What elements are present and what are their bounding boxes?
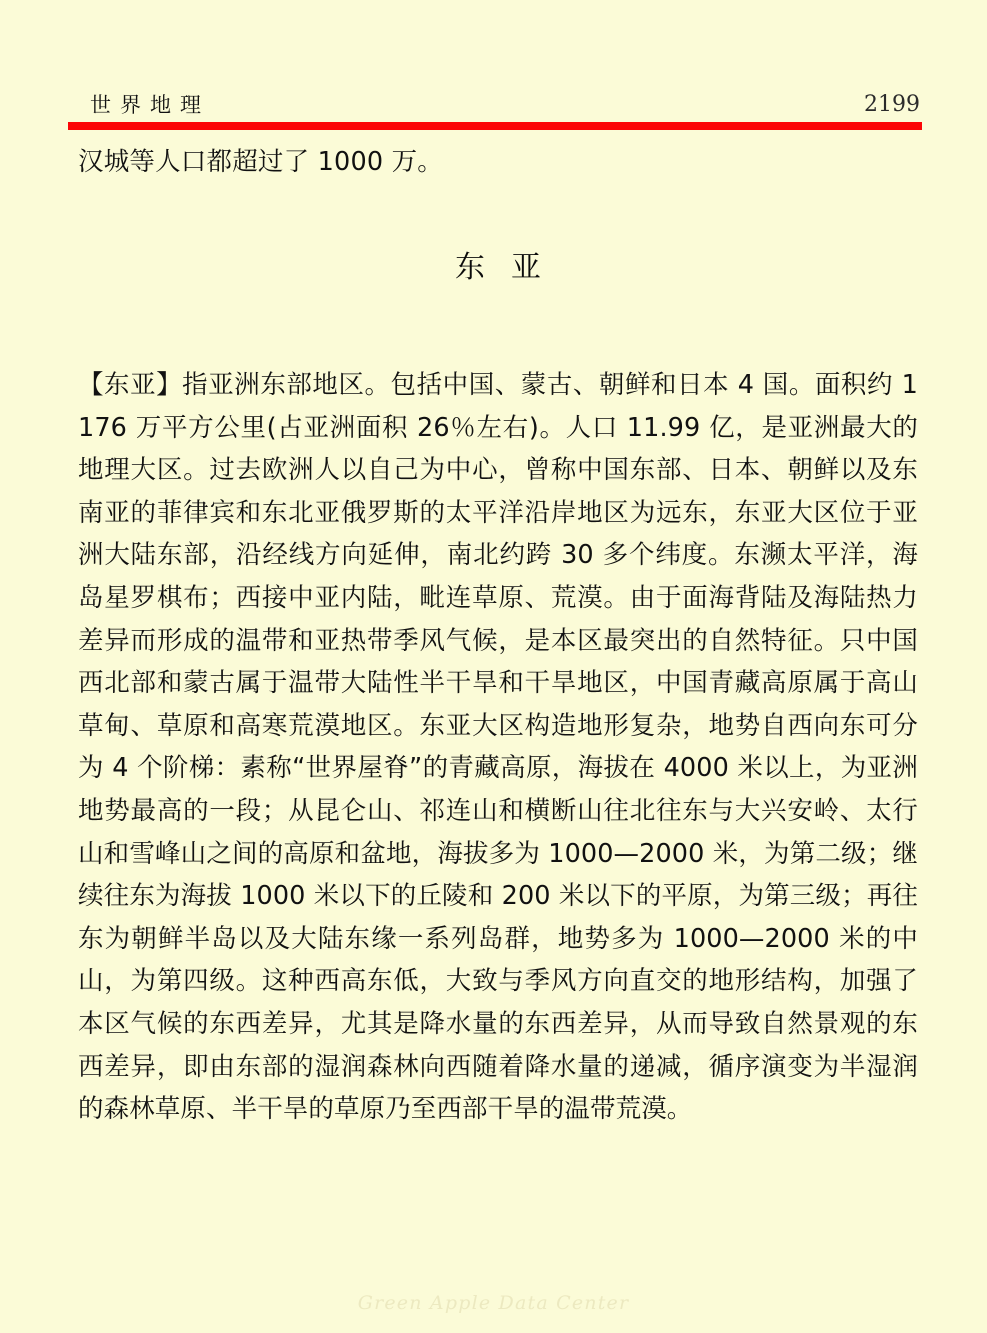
body-copy bbox=[78, 364, 918, 1131]
section-title: 东亚 bbox=[455, 250, 567, 285]
footer-watermark: Green Apple Data Center bbox=[357, 1292, 630, 1314]
header-divider-rule bbox=[68, 122, 922, 130]
page-number: 2199 bbox=[864, 92, 920, 117]
running-title: 世界地理 bbox=[90, 93, 210, 117]
continuation-line: 汉城等人口都超过了 1000 万。 bbox=[78, 147, 444, 177]
page-header bbox=[68, 78, 922, 124]
page-content bbox=[78, 140, 918, 1131]
article-paragraph: 【东亚】指亚洲东部地区。包括中国、蒙古、朝鲜和日本 4 国。面积约 1176 万平方公里(占亚洲面积 26％左右)。人口 11.99 亿，是亚洲最大的地理大区。过去欧洲人以自己为中心，曾称中国东部、日本、朝鲜以及东南亚的菲律宾和东北亚俄罗斯的太平洋沿岸地区为远东，东亚大区位于亚洲大陆东部，沿经线方向延伸，南北约跨 30 多个纬度。东濒太平洋，海岛星罗棋布；西接中亚内陆，毗连草原、荒漠。由于面海背陆及海陆热力差异而形成的温带和亚热带季风气候，是本区最突出的自然特征。只中国西北部和蒙古属于温带大陆性半干旱和干旱地区，中国青藏高原属于高山草甸、草原和高寒荒漠地区。东亚大区构造地形复杂，地势自西向东可分为 4 个阶梯：素称“世界屋脊”的青藏高原，海拔在 4000 米以上，为亚洲地势最高的一段；从昆仑山、祁连山和横断山往北往东与大兴安岭、太行山和雪峰山之间的高原和盆地，海拔多为 1000—2000 米，为第二级；继续往东为海拔 1000 米以下的丘陵和 200 米以下的平原，为第三级；再往东为朝鲜半岛以及大陆东缘一系列岛群，地势多为 1000—2000 米的中山，为第四级。这种西高东低，大致与季风方向直交的地形结构，加强了本区气候的东西差异，尤其是降水量的东西差异，从而导致自然景观的东西差异，即由东部的湿润森林向西随着降水量的递减，循序演变为半湿润的森林草原、半干旱的草原乃至西部干旱的温带荒漠。 bbox=[78, 370, 918, 1125]
header-row bbox=[68, 78, 922, 116]
